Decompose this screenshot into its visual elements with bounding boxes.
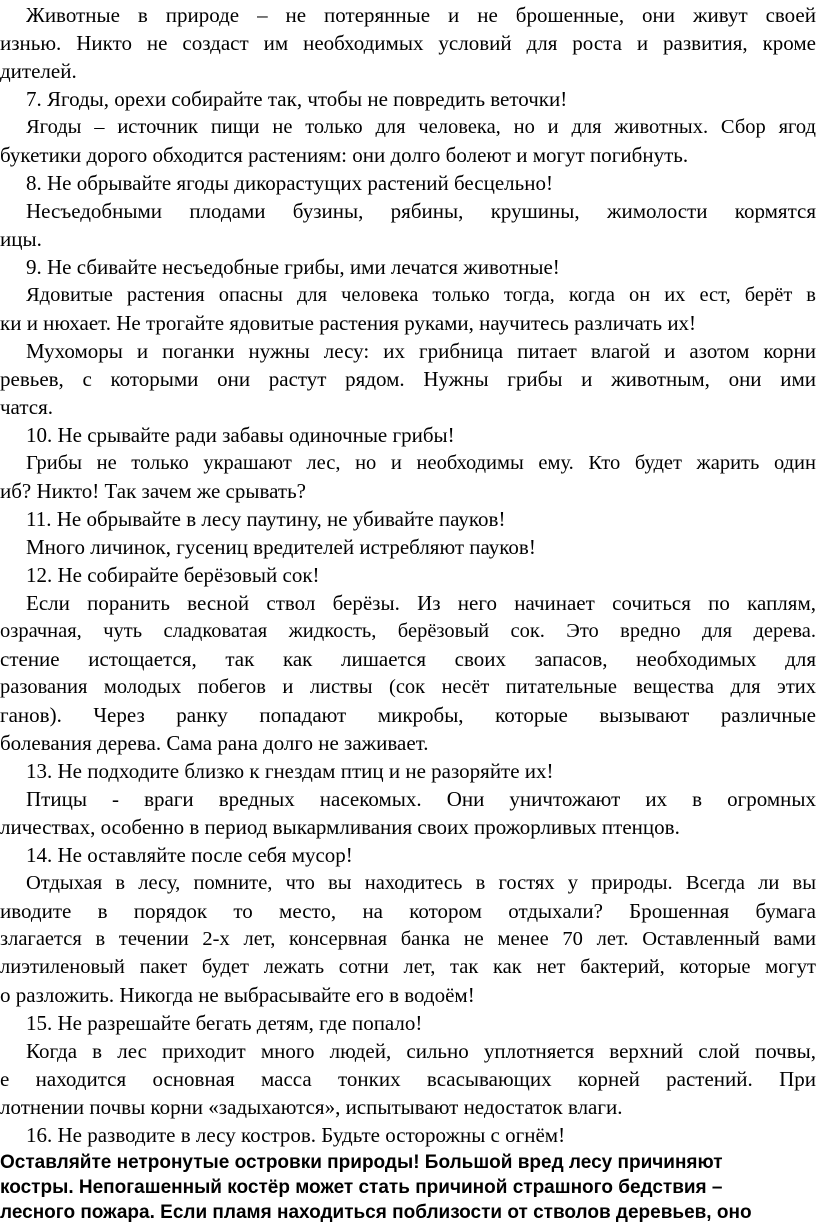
- text-line: Мухоморы и поганки нужны лесу: их грибница питает влагой и азотом корни: [26, 339, 816, 363]
- section-heading: 9. Не сбивайте несъедобные грибы, ими лечатся животные!: [26, 255, 560, 279]
- text-line: ревьев, с которыми они растут рядом. Нужны грибы и животным, они ими: [0, 367, 816, 391]
- section-heading: 14. Не оставляйте после себя мусор!: [26, 843, 353, 867]
- text-line: дителей.: [0, 59, 77, 83]
- text-line: личествах, особенно в период выкармливания своих прожорливых птенцов.: [0, 815, 680, 839]
- text-line-bold: Оставляйте нетронутые островки природы! Большой вред лесу причиняют: [0, 1152, 723, 1173]
- section-heading: 16. Не разводите в лесу костров. Будьте осторожны с огнём!: [26, 1123, 566, 1147]
- section-heading: 15. Не разрешайте бегать детям, где попало!: [26, 1011, 423, 1035]
- text-line: Птицы - враги вредных насекомых. Они уничтожают их в огромных: [26, 787, 816, 811]
- text-line: болевания дерева. Сама рана долго не заживает.: [0, 731, 429, 755]
- text-line: ганов). Через ранку попадают микробы, которые вызывают различные: [0, 703, 816, 727]
- text-line: Ядовитые растения опасны для человека только тогда, когда он их ест, берёт в: [26, 284, 816, 306]
- text-line: изнью. Никто не создаст им необходимых условий для роста и развития, кроме: [0, 31, 816, 55]
- section-heading: 13. Не подходите близко к гнездам птиц и не разоряйте их!: [26, 759, 554, 783]
- text-line: Животные в природе – не потерянные и не брошенные, они живут своей: [26, 3, 816, 27]
- text-line: ицы.: [0, 227, 42, 251]
- text-line: Если поранить весной ствол берёзы. Из него начинает сочиться по каплям,: [26, 591, 816, 615]
- text-line: е находится основная масса тонких всасывающих корней растений. При: [0, 1067, 816, 1091]
- text-line: Отдыхая в лесу, помните, что вы находитесь в гостях у природы. Всегда ли вы: [26, 872, 816, 894]
- text-line: о разложить. Никогда не выбрасывайте его в водоём!: [0, 983, 475, 1007]
- text-line: Когда в лес приходит много людей, сильно уплотняется верхний слой почвы,: [26, 1039, 816, 1063]
- text-line: озрачная, чуть сладковатая жидкость, берёзовый сок. Это вредно для дерева.: [0, 620, 816, 642]
- section-heading: 10. Не срывайте ради забавы одиночные грибы!: [26, 423, 455, 447]
- text-line: Ягоды – источник пищи не только для человека, но и для животных. Сбор ягод: [26, 116, 816, 138]
- text-line: стение истощается, так как лишается своих запасов, необходимых для: [0, 647, 816, 671]
- text-line: Много личинок, гусениц вредителей истребляют пауков!: [26, 535, 536, 559]
- section-heading: 11. Не обрывайте в лесу паутину, не убивайте пауков!: [26, 507, 506, 531]
- text-line: иб? Никто! Так зачем же срывать?: [0, 479, 306, 503]
- text-line-bold: костры. Непогашенный костёр может стать причиной страшного бедствия –: [0, 1177, 723, 1198]
- text-line: лотнении почвы корни «задыхаются», испытывают недостаток влаги.: [0, 1095, 623, 1119]
- text-line: злагается в течении 2-х лет, консервная банка не менее 70 лет. Оставленный вами: [0, 928, 816, 950]
- text-line: лиэтиленовый пакет будет лежать сотни лет, так как нет бактерий, которые могут: [0, 956, 816, 978]
- text-line: ки и нюхает. Не трогайте ядовитые растения руками, научитесь различать их!: [0, 311, 697, 335]
- text-line-bold: лесного пожара. Если пламя находиться поблизости от стволов деревьев, оно: [0, 1202, 752, 1223]
- section-heading: 7. Ягоды, орехи собирайте так, чтобы не повредить веточки!: [26, 87, 568, 111]
- text-line: иводите в порядок то место, на котором отдыхали? Брошенная бумага: [0, 899, 816, 923]
- text-line: Грибы не только украшают лес, но и необходимы ему. Кто будет жарить один: [26, 452, 816, 474]
- section-heading: 12. Не собирайте берёзовый сок!: [26, 563, 320, 587]
- text-line: разования молодых побегов и листвы (сок несёт питательные вещества для этих: [0, 676, 816, 698]
- text-line: Несъедобными плодами бузины, рябины, крушины, жимолости кормятся: [26, 199, 816, 223]
- text-line: букетики дорого обходится растениям: они долго болеют и могут погибнуть.: [0, 143, 689, 167]
- text-line: чатся.: [0, 395, 54, 419]
- section-heading: 8. Не обрывайте ягоды дикорастущих растений бесцельно!: [26, 171, 553, 195]
